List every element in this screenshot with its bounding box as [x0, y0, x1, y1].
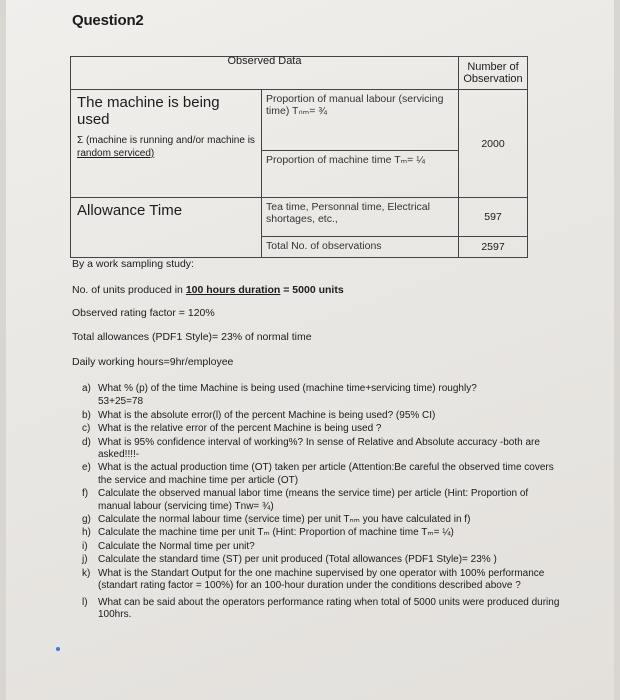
intro-line-1: By a work sampling study: [72, 258, 194, 270]
question-item [82, 462, 562, 487]
header-number-line2: Observation [463, 73, 523, 85]
question-item [82, 597, 562, 622]
intro-line-2-prefix: No. of units produced in [72, 284, 186, 296]
machine-used-sub-underlined: random serviced) [77, 148, 155, 159]
machine-used-number: 2000 [459, 90, 528, 198]
intro-line-2-suffix: = 5000 units [280, 284, 344, 296]
question-key: b) [82, 409, 91, 421]
machine-used-line2: used [77, 111, 110, 128]
question-key: g) [82, 514, 91, 526]
machine-used-subtext [77, 134, 255, 160]
question-text: Calculate the normal labour time (service time) per unit Tₙₘ you have calculated in f) [98, 514, 471, 526]
question-key: j) [82, 554, 88, 566]
intro-line-2 [72, 284, 344, 297]
header-observed-data [71, 57, 459, 90]
question-key: e) [82, 462, 91, 474]
question-key: a) [82, 383, 91, 394]
machine-used-sub-prefix: Σ (machine is running and/or machine is [77, 135, 255, 146]
allowance-time-cell: Allowance Time [71, 198, 262, 258]
question-text: What is the absolute error(l) of the percent Machine is being used? (95% CI) [98, 409, 436, 421]
question-key: d) [82, 436, 91, 448]
bullet-dot-icon [56, 647, 60, 651]
question-item [82, 396, 562, 408]
machine-used-line1: The machine is being [77, 94, 220, 111]
document-page [6, 0, 614, 700]
question-text: What can be said about the operators performance rating when total of 5000 units were produced during 100hrs. [98, 596, 560, 620]
allowance-number: 597 [459, 198, 528, 237]
question-key [82, 396, 98, 408]
question-list [82, 383, 562, 622]
question-item [82, 437, 562, 462]
question-text: Calculate the Normal time per unit? [98, 540, 255, 552]
question-text: Calculate the standard time (ST) per unit produced (Total allowances (PDF1 Style)= 23% ) [98, 554, 497, 566]
question-answer-note: 53+25=78 [98, 396, 144, 408]
question-item [82, 410, 562, 422]
machine-used-cell [71, 90, 262, 198]
question-text: What is the Standart Output for the one machine supervised by one operator with 100% performance (standart rating factor = 100%) for an 100-hour duration under the conditions described above ? [98, 567, 545, 592]
question-item [82, 488, 562, 513]
total-observations-number: 2597 [459, 237, 528, 258]
header-number-line1: Number of [467, 61, 519, 73]
header-number-of-observation [459, 57, 528, 90]
question-item [82, 568, 562, 593]
question-text: What % (p) of the time Machine is being used (machine time+servicing time) roughly? [98, 383, 477, 394]
question-key: c) [82, 423, 91, 435]
question-item [82, 527, 562, 539]
question-key: f) [82, 488, 89, 500]
intro-line-4: Total allowances (PDF1 Style)= 23% of normal time [72, 331, 312, 343]
question-text: What is the relative error of the percent Machine is being used ? [98, 423, 382, 435]
question-item [82, 554, 562, 566]
question-text: What is 95% confidence interval of working%? In sense of Relative and Absolute accuracy -both are asked!!!!- [98, 436, 540, 461]
observation-table [70, 56, 528, 258]
header-observed-label: Observed Data [227, 55, 302, 67]
question-item [82, 383, 562, 395]
question-key: k) [82, 567, 91, 579]
question-text: Calculate the observed manual labor time (means the service time) per article (Hint: Proportion of manual labour (servicing time) Tnw= ¾) [98, 488, 529, 512]
intro-line-5: Daily working hours=9hr/employee [72, 356, 234, 368]
total-observations-label: Total No. of observations [262, 237, 459, 258]
question-text: What is the actual production time (OT) taken per article (Attention:Be careful the observed time covers the service and machine time per article (OT) [98, 462, 554, 486]
question-item [82, 514, 562, 526]
question-text: Calculate the machine time per unit Tₘ (Hint: Proportion of machine time Tₘ= ¼) [98, 527, 454, 539]
question-key: l) [82, 596, 88, 608]
intro-line-3: Observed rating factor = 120% [72, 307, 215, 319]
question-key: i) [82, 540, 88, 552]
question-key: h) [82, 527, 91, 539]
question-item [82, 541, 562, 553]
machine-time-proportion: Proportion of machine time Tₘ= ¼ [262, 151, 459, 198]
question-title: Question2 [72, 12, 144, 29]
question-item [82, 423, 562, 435]
intro-line-2-underlined: 100 hours duration [185, 284, 281, 296]
allowance-description: Tea time, Personnal time, Electrical shortages, etc., [262, 198, 459, 237]
manual-labour-proportion: Proportion of manual labour (servicing time) Tₙₘ= ¾ [262, 90, 459, 151]
